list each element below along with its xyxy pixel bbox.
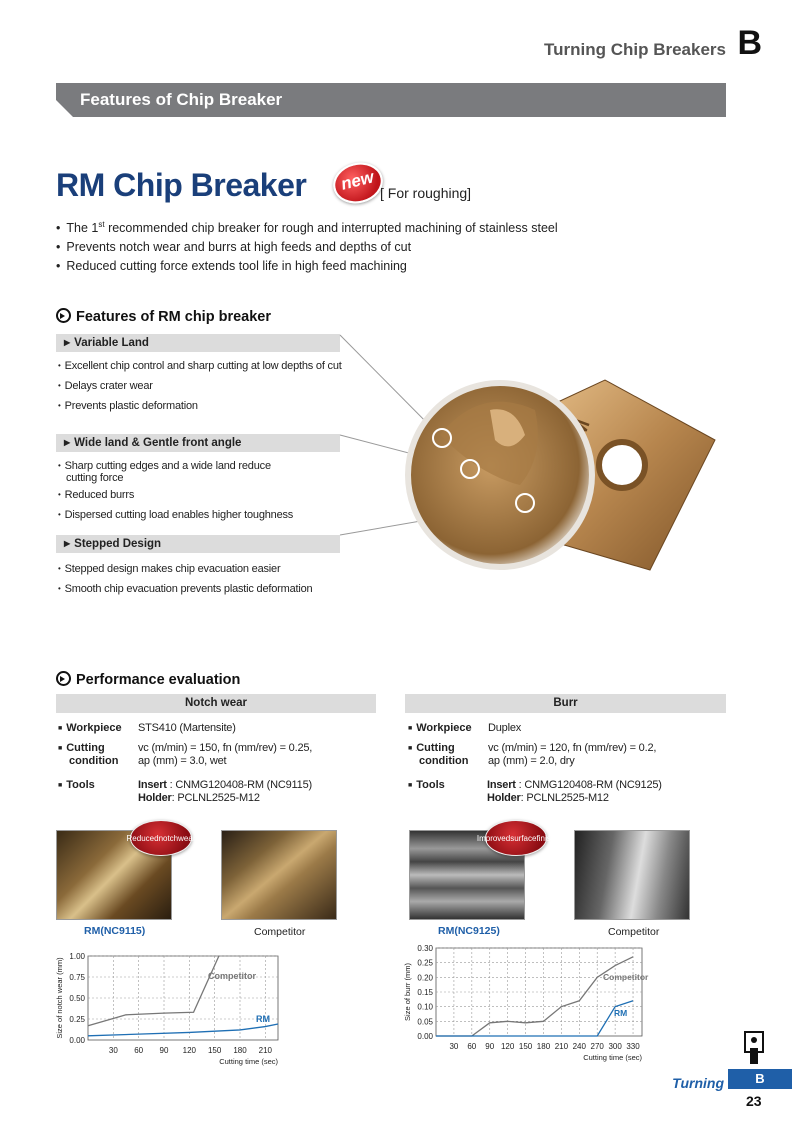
competitor-burr-caption: Competitor <box>608 926 660 938</box>
y-tick-label: 0.30 <box>417 944 433 953</box>
feature-item: cutting force <box>66 472 124 484</box>
cutting-condition-label: ■ Cutting condition <box>408 742 469 768</box>
feature-item: • Prevents plastic deformation <box>58 396 342 416</box>
feature-list <box>58 456 293 525</box>
feature-item: • Dispersed cutting load enables higher toughness <box>58 505 293 525</box>
x-tick-label: 120 <box>500 1042 515 1051</box>
legend-competitor: Competitor <box>208 971 256 981</box>
insert-illustration <box>330 325 730 625</box>
cutting-condition-label: ■ Cutting condition <box>58 742 119 768</box>
y-tick-label: 0.10 <box>417 1002 433 1012</box>
feature-item: • Sharp cutting edges and a wide land reduce <box>58 456 293 476</box>
legend-rm: RM <box>256 1014 270 1024</box>
y-axis-label: Size of notch wear (mm) <box>55 957 64 1039</box>
y-tick-label: 0.00 <box>69 1036 85 1045</box>
legend-competitor: Competitor <box>603 972 649 982</box>
burr-column-title: Burr <box>405 694 726 713</box>
footer-section-tab: B <box>728 1069 792 1089</box>
banner-title: Features of Chip Breaker <box>80 90 283 109</box>
improved-finish-badge: Improved surface finish <box>485 820 547 856</box>
workpiece-label: ■ Workpiece <box>408 722 472 735</box>
notch-tools: Insert : CNMG120408-RM (NC9115) Holder: PCLNL2525-M12 <box>138 779 312 804</box>
hero-bullet: • The 1st recommended chip breaker for rough and interrupted machining of stainless steel <box>56 215 558 238</box>
feature-group-title: ▶ Variable Land <box>56 334 340 352</box>
x-tick-label: 330 <box>626 1042 640 1051</box>
feature-group-title: ▶ Wide land & Gentle front angle <box>56 434 340 452</box>
x-tick-label: 60 <box>134 1046 144 1055</box>
x-tick-label: 300 <box>608 1042 622 1051</box>
y-tick-label: 0.15 <box>417 988 433 997</box>
feature-item: • Reduced burrs <box>58 485 293 505</box>
y-tick-label: 0.05 <box>417 1017 433 1027</box>
x-axis-label: Cutting time (sec) <box>583 1053 642 1062</box>
legend-rm: RM <box>614 1008 628 1018</box>
hero-bullets <box>56 215 558 276</box>
feature-item: • Stepped design makes chip evacuation easier <box>58 559 312 579</box>
series-line-competitor <box>88 956 219 1026</box>
notch-workpiece: STS410 (Martensite) <box>138 722 236 734</box>
new-badge-label: new <box>339 167 376 194</box>
feature-list <box>58 559 312 599</box>
y-tick-label: 0.25 <box>69 1015 85 1024</box>
competitor-notch-caption: Competitor <box>254 926 306 938</box>
turning-tool-icon <box>742 1030 768 1066</box>
features-heading: Features of RM chip breaker <box>56 308 271 325</box>
y-tick-label: 1.00 <box>69 952 85 961</box>
competitor-notch-photo <box>221 830 337 920</box>
performance-heading: Performance evaluation <box>56 671 240 688</box>
y-tick-label: 0.75 <box>69 973 85 982</box>
x-tick-label: 30 <box>108 1046 118 1055</box>
hero-bullet: • Prevents notch wear and burrs at high feeds and depths of cut <box>56 238 558 257</box>
rm-burr-caption: RM(NC9125) <box>438 925 500 937</box>
burr-workpiece: Duplex <box>488 722 522 734</box>
page-title: RM Chip Breaker <box>56 167 307 203</box>
y-tick-label: 0.20 <box>417 973 433 983</box>
feature-item: • Excellent chip control and sharp cutting at low depths of cut <box>58 356 342 376</box>
series-line-competitor <box>436 957 633 1036</box>
series-line-rm <box>88 1024 278 1036</box>
y-tick-label: 0.25 <box>417 958 433 968</box>
reduced-notch-badge: Reduced notch wear <box>130 820 192 856</box>
y-tick-label: 0.50 <box>69 994 85 1003</box>
x-tick-label: 150 <box>518 1042 533 1051</box>
x-axis-label: Cutting time (sec) <box>219 1057 278 1066</box>
y-axis-label: Size of burr (mm) <box>403 963 412 1021</box>
new-badge <box>329 158 387 209</box>
x-tick-label: 270 <box>590 1042 604 1051</box>
x-tick-label: 180 <box>233 1046 247 1055</box>
series-line-rm <box>436 1001 633 1036</box>
x-tick-label: 30 <box>449 1042 459 1051</box>
hero-bullet: • Reduced cutting force extends tool life in high feed machining <box>56 257 558 276</box>
arrow-circle-icon <box>56 671 71 686</box>
plot-frame <box>436 948 642 1036</box>
x-tick-label: 150 <box>207 1046 222 1055</box>
section-title: Turning Chip Breakers <box>544 40 726 59</box>
x-tick-label: 90 <box>485 1042 495 1051</box>
section-letter: B <box>737 24 762 62</box>
x-tick-label: 180 <box>536 1042 551 1051</box>
arrow-circle-icon <box>56 308 71 323</box>
page-subtitle: [ For roughing] <box>380 185 472 201</box>
x-tick-label: 120 <box>182 1046 197 1055</box>
x-tick-label: 60 <box>467 1042 477 1051</box>
burr-tools: Insert : CNMG120408-RM (NC9125) Holder: PCLNL2525-M12 <box>487 779 662 804</box>
tools-label: ■ Tools <box>58 779 95 792</box>
footer-section-label: Turning <box>672 1075 724 1091</box>
feature-group-title: ▶ Stepped Design <box>56 535 340 553</box>
feature-item: • Smooth chip evacuation prevents plastic deformation <box>58 579 312 599</box>
tools-label: ■ Tools <box>408 779 445 792</box>
feature-item: • Delays crater wear <box>58 376 342 396</box>
competitor-burr-photo <box>574 830 690 920</box>
x-tick-label: 240 <box>572 1042 586 1051</box>
burr-cutting-condition: vc (m/min) = 120, fn (mm/rev) = 0.2, ap (mm) = 2.0, dry <box>488 742 657 767</box>
x-tick-label: 210 <box>554 1042 569 1051</box>
y-tick-label: 0.00 <box>417 1032 433 1041</box>
banner-corner <box>56 100 73 117</box>
rm-notch-caption: RM(NC9115) <box>84 925 146 937</box>
notch-column-title: Notch wear <box>56 694 376 713</box>
feature-list <box>58 356 342 416</box>
notch-cutting-condition: vc (m/min) = 150, fn (mm/rev) = 0.25, ap (mm) = 3.0, wet <box>138 742 313 767</box>
x-tick-label: 210 <box>258 1046 273 1055</box>
notch-wear-chart <box>52 948 292 1070</box>
burr-chart <box>403 940 649 1066</box>
x-tick-label: 90 <box>159 1046 169 1055</box>
workpiece-label: ■ Workpiece <box>58 722 122 735</box>
page-number: 23 <box>746 1093 762 1109</box>
